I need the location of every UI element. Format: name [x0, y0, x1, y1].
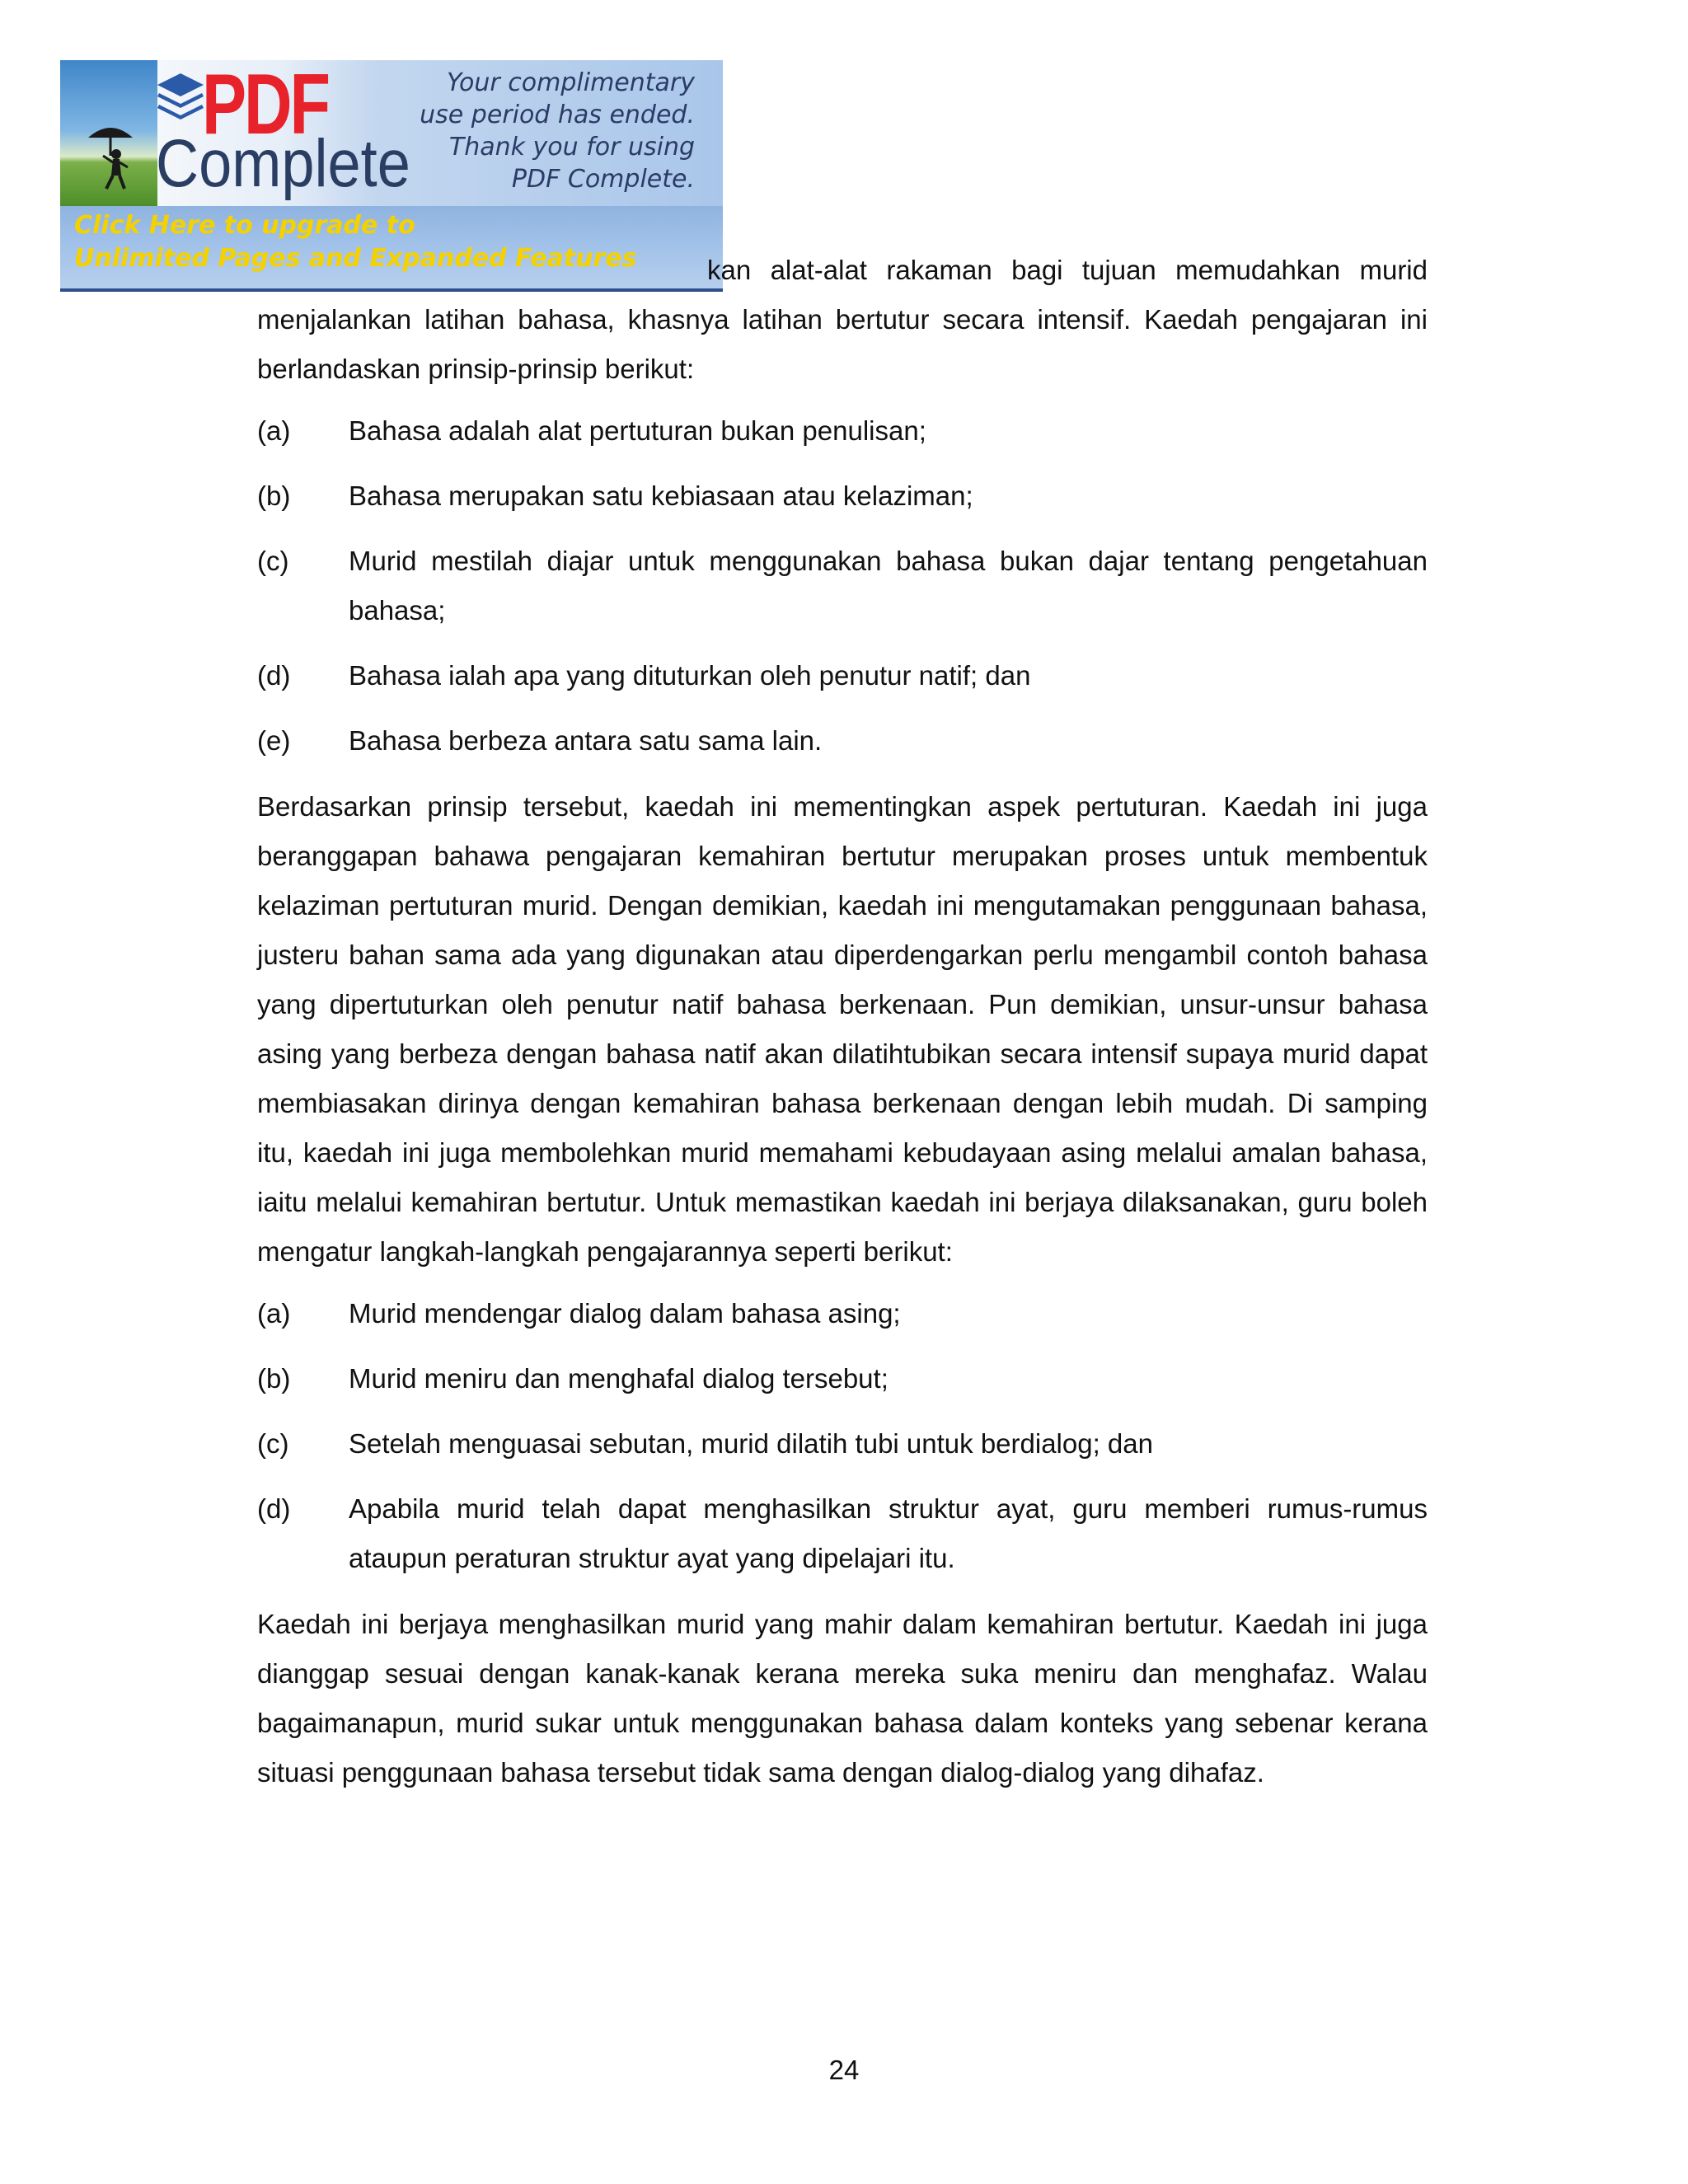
page-number: 24 — [828, 2055, 860, 2085]
list-item — [257, 716, 1428, 766]
upgrade-line[interactable]: Unlimited Pages and Expanded Features — [74, 244, 637, 273]
list-item — [257, 1419, 1428, 1469]
list-text: Bahasa merupakan satu kebiasaan atau kelaziman; — [349, 480, 973, 511]
list-marker: (c) — [257, 1428, 289, 1459]
list-marker: (a) — [257, 415, 291, 446]
closing-paragraph: Kaedah ini berjaya menghasilkan murid yang mahir dalam kemahiran bertutur. Kaedah ini juga dianggap sesuai dengan kanak-kanak kerana mereka suka meniru dan menghafaz. Walau bagaimanapun, murid sukar untuk menggunakan bahasa dalam konteks yang sebenar kerana situasi penggunaan bahasa tersebut tidak sama dengan dialog-dialog yang dihafaz. — [257, 1609, 1428, 1788]
list-marker: (c) — [257, 546, 289, 576]
list-marker: (d) — [257, 1493, 291, 1524]
promo-line: Your complimentary — [447, 68, 695, 97]
list-marker: (d) — [257, 660, 291, 691]
list-text: Bahasa ialah apa yang dituturkan oleh penutur natif; dan — [349, 660, 1031, 691]
upgrade-line[interactable]: Click Here to upgrade to — [74, 211, 415, 240]
steps-list — [257, 1289, 1428, 1583]
umbrella-figure-icon — [83, 120, 138, 194]
list-marker: (b) — [257, 480, 291, 511]
list-text: Apabila murid telah dapat menghasilkan struktur ayat, guru memberi rumus-rumus ataupun peraturan struktur ayat yang dipelajari itu. — [349, 1493, 1428, 1573]
list-text: Setelah menguasai sebutan, murid dilatih tubi untuk berdialog; dan — [349, 1428, 1153, 1459]
list-text: Bahasa adalah alat pertuturan bukan penulisan; — [349, 415, 926, 446]
list-text: Murid mestilah diajar untuk menggunakan bahasa bukan dajar tentang pengetahuan bahasa; — [349, 546, 1428, 626]
body-paragraph: Berdasarkan prinsip tersebut, kaedah ini mementingkan aspek pertuturan. Kaedah ini juga beranggapan bahawa pengajaran kemahiran bertutur merupakan proses untuk membentuk kelaziman pertuturan murid. Dengan demikian, kaedah ini mengutamakan penggunaan bahasa, justeru bahan sama ada yang digunakan atau diperdengarkan perlu mengambil contoh bahasa yang dipertuturkan oleh penutur natif bahasa berkenaan. Pun demikian, unsur-unsur bahasa asing yang berbeza dengan bahasa natif akan dilatihtubikan secara intensif supaya murid dapat membiasakan dirinya dengan kemahiran bahasa berkenaan dengan lebih mudah. Di samping itu, kaedah ini juga membolehkan murid memahami kebudayaan asing melalui amalan bahasa, iaitu melalui kemahiran bertutur. Untuk memastikan kaedah ini berjaya dilaksanakan, guru boleh mengatur langkah-langkah pengajarannya seperti berikut: — [257, 791, 1428, 1267]
list-marker: (a) — [257, 1298, 291, 1329]
principles-list — [257, 406, 1428, 766]
list-item — [257, 1354, 1428, 1404]
list-item — [257, 1484, 1428, 1583]
promo-line: Thank you for using — [448, 133, 695, 162]
list-text: Murid mendengar dialog dalam bahasa asing; — [349, 1298, 901, 1329]
promo-line: PDF Complete. — [511, 165, 695, 194]
promo-line: use period has ended. — [420, 101, 695, 129]
spacer — [257, 246, 1428, 295]
list-item — [257, 651, 1428, 701]
list-text: Murid meniru dan menghafal dialog tersebut; — [349, 1363, 889, 1394]
list-marker: (e) — [257, 725, 291, 756]
complete-logo-text: Complete — [156, 126, 410, 201]
list-marker: (b) — [257, 1363, 291, 1394]
layers-icon — [152, 68, 209, 124]
intro-fragment: kan alat-alat rakaman bagi tujuan memudahkan murid — [707, 255, 1428, 285]
pdf-logo-text: PDF — [202, 60, 328, 152]
list-item — [257, 471, 1428, 521]
list-item — [257, 537, 1428, 635]
promo-message — [398, 67, 695, 195]
document-body — [257, 246, 1428, 1797]
intro-paragraph: menjalankan latihan bahasa, khasnya latihan bertutur secara intensif. Kaedah pengajaran ini berlandaskan prinsip-prinsip berikut: — [257, 304, 1428, 384]
list-item — [257, 406, 1428, 456]
list-item — [257, 1289, 1428, 1338]
list-text: Bahasa berbeza antara satu sama lain. — [349, 725, 823, 756]
